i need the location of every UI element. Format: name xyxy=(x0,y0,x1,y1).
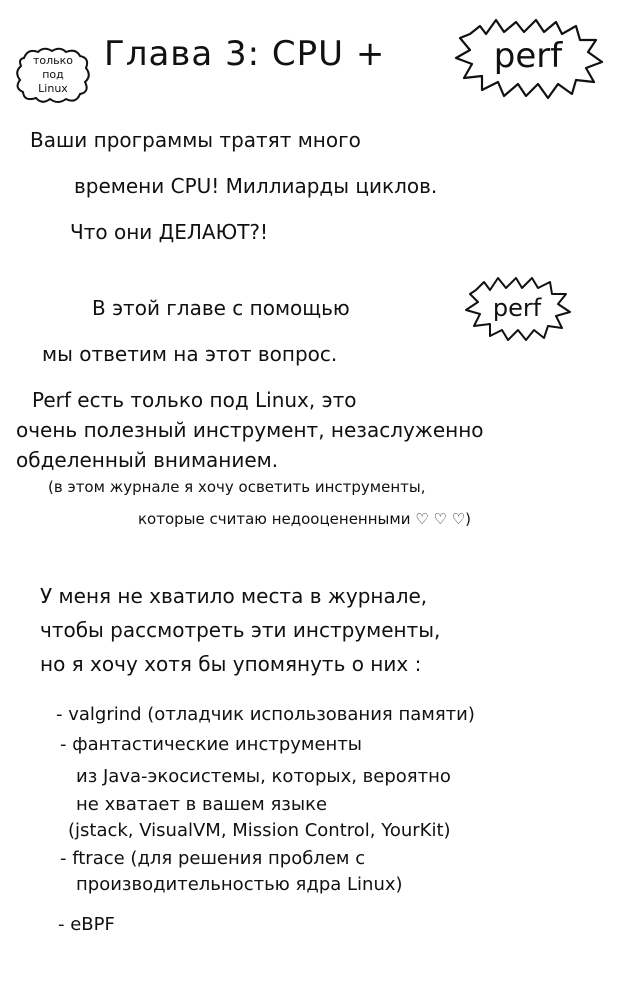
other-line-2: чтобы рассмотреть эти инструменты, xyxy=(40,618,441,642)
perf-inline-badge xyxy=(462,274,572,344)
tool-item-ftrace-line-1: - ftrace (для решения проблем с xyxy=(60,848,366,869)
tool-item-java-line-2: из Java-экосистемы, которых, вероятно xyxy=(76,766,451,787)
tool-item-java-line-1: - фантастические инструменты xyxy=(60,734,363,755)
other-line-1: У меня не хватило места в журнале, xyxy=(40,584,428,608)
perf-desc-line-1: Perf есть только под Linux, это xyxy=(32,388,357,412)
perf-title-badge xyxy=(452,14,604,102)
perf-inline-badge-text: perf xyxy=(492,294,542,322)
tool-item-java-line-3: не хватает в вашем языке xyxy=(76,794,328,815)
tool-item-ftrace-line-2: производительностью ядра Linux) xyxy=(76,874,403,895)
chapter-line-1: В этой главе с помощью xyxy=(92,296,350,320)
chapter-title: Глава 3: CPU + xyxy=(104,34,386,74)
perf-desc-note-2: которые считаю недооцененными ♡ ♡ ♡) xyxy=(138,510,471,528)
linux-badge-line-1: только xyxy=(32,54,74,67)
intro-line-3: Что они ДЕЛАЮТ?! xyxy=(70,220,269,244)
linux-badge-line-2: под xyxy=(42,68,64,81)
other-line-3: но я хочу хотя бы упомянуть о них : xyxy=(40,652,422,676)
linux-only-badge xyxy=(14,44,92,106)
perf-title-badge-text: perf xyxy=(493,36,563,76)
chapter-line-2: мы ответим на этот вопрос. xyxy=(42,342,338,366)
tool-item-java-line-4: (jstack, VisualVM, Mission Control, YourKit) xyxy=(68,820,451,841)
perf-desc-line-2: очень полезный инструмент, незаслуженно xyxy=(16,418,484,442)
intro-line-1: Ваши программы тратят много xyxy=(30,128,361,152)
tool-item-ebpf: - eBPF xyxy=(58,914,115,935)
intro-line-2: времени CPU! Миллиарды циклов. xyxy=(74,174,438,198)
perf-desc-line-3: обделенный вниманием. xyxy=(16,448,279,472)
linux-badge-line-3: Linux xyxy=(38,82,68,95)
tool-item-valgrind: - valgrind (отладчик использования памяти) xyxy=(56,704,475,725)
perf-desc-note-1: (в этом журнале я хочу осветить инструменты, xyxy=(48,478,426,496)
